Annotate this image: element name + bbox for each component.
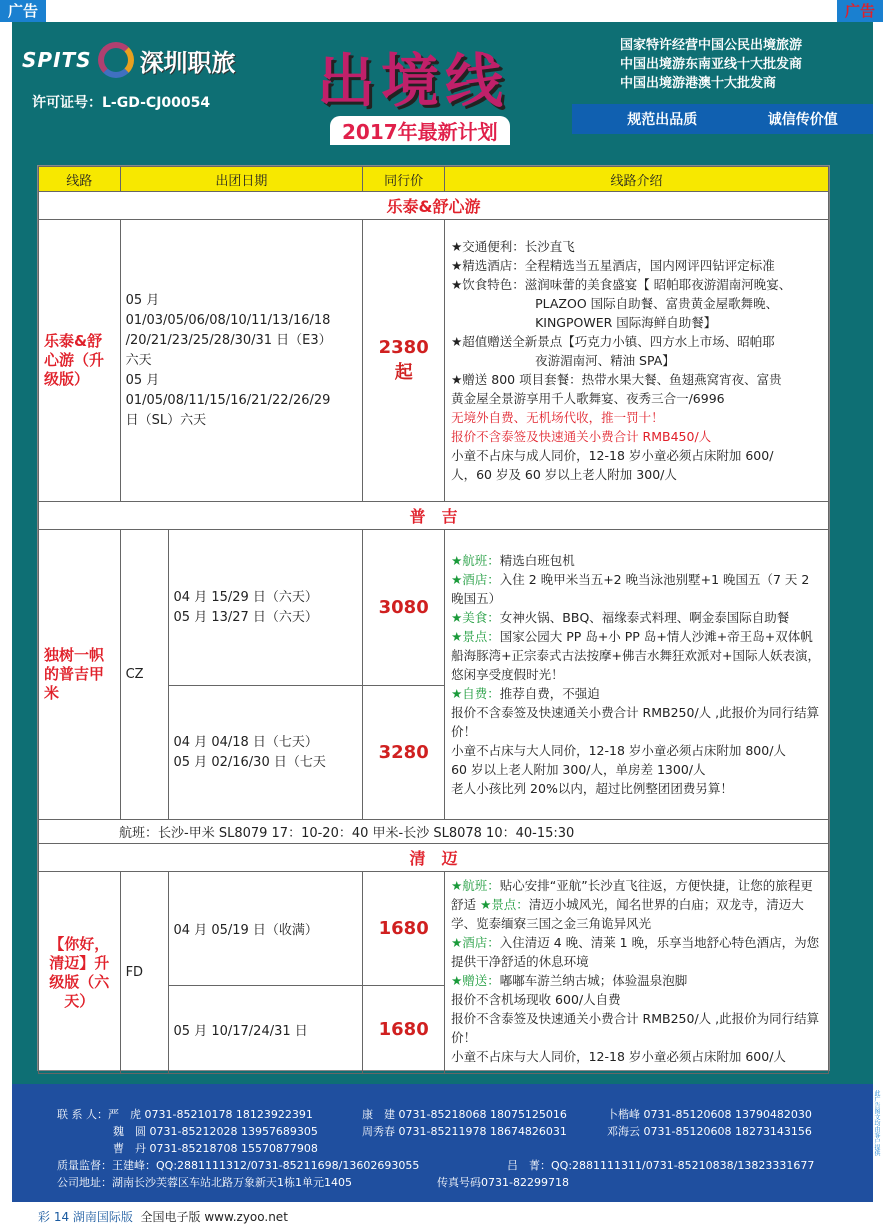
departure-dates [168, 530, 363, 686]
route-name: 独树一帜的普吉甲米 [39, 530, 121, 820]
quality-supervisor: 吕 菁：QQ:2881111311/0731-85210838/13823331677 [507, 1159, 815, 1172]
quality-supervisor: 质量监督：王建峰：QQ:2881111312/0731-85211698/13602693055 [57, 1159, 420, 1172]
departure-dates [120, 220, 363, 502]
intro-line: 老人小孩比列 20%以内，超过比例整团团费另算！ [451, 781, 733, 796]
contact-entry: 曹 丹 0731-85218708 15570877908 [113, 1142, 318, 1155]
route-name: 乐泰&舒心游（升级版） [39, 220, 121, 502]
price: 3080 [363, 530, 445, 686]
intro-line: ★交通便利：长沙直飞 [451, 239, 575, 254]
date-line: 04 月 15/29 日（六天） [173, 589, 318, 605]
table-row [39, 530, 829, 686]
route-intro [445, 530, 829, 820]
intro-line: ★赠送 800 项目套餐：热带水果大餐、鱼翅燕窝宵夜、富贵 [451, 372, 782, 387]
intro-line: 60 岁以上老人附加 300/人，单房差 1300/人 [451, 762, 706, 777]
contact-entry: 邓海云 0731-85120608 18273143156 [607, 1125, 812, 1138]
intro-line: ★美食：女神火锅、BBQ、福缘泰式料理、啊金泰国际自助餐 [451, 610, 790, 625]
airline-code: FD [120, 872, 168, 1074]
date-line: /20/21/23/25/28/30/31 日（E3） [125, 332, 332, 348]
slogan-1: 规范出品质 [627, 112, 698, 128]
ad-frame [12, 22, 873, 1202]
intro-line: 报价不含泰签及快速通关小费合计 RMB250/人 ,此报价为同行结算价！ [451, 705, 820, 739]
brand-name: SPITS [22, 48, 92, 72]
date-line: 日（SL）六天 [125, 412, 207, 428]
intro-line: 夜游湄南河、精油 SPA】 [535, 353, 675, 368]
date-line: 05 月 13/27 日（六天） [173, 609, 318, 625]
price-suffix: 起 [394, 362, 413, 383]
itinerary-table [37, 165, 830, 1071]
intro-line: ★自费：推荐自费，不强迫 [451, 686, 600, 701]
contact-entry: 周秀春 0731-85211978 18674826031 [362, 1125, 567, 1138]
intro-line: ★景点：国家公园大 PP 岛+小 PP 岛+情人沙滩+帝王岛+双体帆船海豚湾+正宗泰式古法按摩+佛吉水舞狂欢派对+国际人妖表演，悠闲享受度假时光！ [451, 629, 821, 682]
date-line: 01/05/08/11/15/16/21/22/26/29 [125, 392, 331, 408]
section-title-letai: 乐泰&舒心游 [39, 192, 829, 220]
intro-line: 报价不含泰签及快速通关小费合计 RMB250/人 ,此报价为同行结算价！ [451, 1011, 820, 1045]
site-url: 全国电子版 www.zyoo.net [140, 1210, 288, 1224]
intro-line: ★航班：精选白班包机 [451, 553, 575, 568]
departure-dates: 04 月 05/19 日（收满） [168, 872, 363, 986]
brand-circle-icon [98, 42, 134, 78]
ad-label-right: 广告 [837, 0, 883, 22]
flight-info: 航班：长沙-甲米 SL8079 17：10-20：40 甲米-长沙 SL8078 10：40-15:30 [39, 820, 829, 844]
fax-number: 传真号码0731-82299718 [437, 1176, 569, 1189]
date-line: 04 月 04/18 日（七天） [173, 734, 318, 750]
intro-line: ★酒店：入住 2 晚甲米当五+2 晚当泳池别墅+1 晚国五（7 天 2 晚国五） [451, 572, 810, 606]
table-header-row [39, 167, 829, 192]
page-number: 彩 14 湖南国际版 [38, 1210, 133, 1224]
brand-cn: 深圳职旅 [139, 48, 236, 77]
contact-footer [12, 1084, 873, 1202]
page-title: 出境线 [317, 47, 510, 115]
date-line: 05 月 [125, 372, 160, 388]
contact-entry: 魏 圆 0731-85212028 13957689305 [113, 1125, 318, 1138]
intro-line: ★精选酒店：全程精选当五星酒店，国内网评四钻评定标准 [451, 258, 775, 273]
departure-dates: 05 月 10/17/24/31 日 [168, 986, 363, 1074]
airline-code: CZ [120, 530, 168, 820]
qualification-line: 中国出境游港澳十大批发商 [620, 76, 777, 91]
header [12, 22, 873, 164]
brand-logo [22, 42, 236, 78]
route-intro [445, 872, 829, 1074]
intro-line: 黄金屋全景游享用千人歌舞宴、夜秀三合一/6996 [451, 391, 725, 406]
qualification-lines [620, 36, 802, 93]
intro-line: 报价不含机场现收 600/人自费 [451, 992, 621, 1007]
license-number: 许可证号：L-GD-CJ00054 [32, 95, 211, 111]
intro-line: 小童不占床与大人同价，12-18 岁小童必须占床附加 600/人 [451, 1049, 786, 1064]
section-title-phuket: 普 吉 [39, 502, 829, 530]
intro-para: ★酒店：入住清迈 4 晚、清莱 1 晚，乐享当地舒心特色酒店，为您提供干净舒适的休息环境 [451, 935, 820, 969]
intro-line: 小童不占床与成人同价，12-18 岁小童必须占床附加 600/ [451, 448, 774, 463]
slogan-2: 诚信传价值 [767, 112, 838, 128]
intro-line: ★超值赠送全新景点【巧克力小镇、四方水上市场、昭帕耶 [451, 334, 775, 349]
col-header-intro: 线路介绍 [445, 167, 829, 192]
intro-line: KINGPOWER 国际海鲜自助餐】 [535, 315, 717, 330]
price: 3280 [363, 686, 445, 820]
departure-dates [168, 686, 363, 820]
contact-entry: 卜楷峰 0731-85120608 13790482030 [607, 1108, 812, 1121]
intro-para: ★航班：贴心安排“亚航”长沙直飞往返，方便快捷，让您的旅程更舒适 ★景点：清迈小城风光，闻名世界的白庙；双龙寺，清迈大学、览泰缅寮三国之金三角诡异风光 [451, 878, 813, 931]
slogan-bar [572, 104, 873, 134]
contact-entry: 康 建 0731-85218068 18075125016 [362, 1108, 567, 1121]
contact-entry: 联 系 人：严 虎 0731-85210178 18123922391 [57, 1108, 313, 1121]
ad-label-left: 广告 [0, 0, 46, 22]
table-row [39, 220, 829, 502]
price: 1680 [363, 872, 445, 986]
route-name: 【你好，清迈】升级版（六天） [39, 872, 121, 1074]
route-intro [445, 220, 829, 502]
price: 1680 [363, 986, 445, 1074]
page-subtitle: 2017年最新计划 [330, 116, 510, 145]
company-address: 公司地址：湖南长沙芙蓉区车站北路万象新天1栋1单元1405 [57, 1176, 352, 1189]
date-line: 01/03/05/06/08/10/11/13/16/18 [125, 312, 331, 328]
intro-line-red: 报价不含泰签及快速通关小费合计 RMB450/人 [451, 429, 712, 444]
side-note: 此广告图文均由客户提供 [873, 1090, 880, 1156]
qualification-line: 中国出境游东南亚线十大批发商 [620, 57, 803, 72]
intro-line-red: 无境外自费、无机场代收，推一罚十！ [451, 410, 664, 425]
intro-para: ★赠送：嘟嘟车游兰纳古城；体验温泉泡脚 [451, 973, 688, 988]
price [363, 220, 445, 502]
intro-line: 小童不占床与大人同价，12-18 岁小童必须占床附加 800/人 [451, 743, 786, 758]
col-header-route: 线路 [39, 167, 121, 192]
qualification-line: 国家特许经营中国公民出境旅游 [620, 38, 803, 53]
page-footer [0, 1205, 883, 1230]
intro-line: 人，60 岁及 60 岁以上老人附加 300/人 [451, 467, 677, 482]
table-row [39, 872, 829, 986]
intro-line: ★饮食特色：滋润味蕾的美食盛宴【 昭帕耶夜游湄南河晚宴、 [451, 277, 792, 292]
col-header-price: 同行价 [363, 167, 445, 192]
date-line: 05 月 02/16/30 日（七天 [173, 754, 326, 770]
date-line: 六天 [125, 352, 152, 368]
date-line: 05 月 [125, 292, 160, 308]
col-header-dates: 出团日期 [120, 167, 363, 192]
intro-line: PLAZOO 国际自助餐、富贵黄金屋歌舞晚、 [535, 296, 779, 311]
section-title-chiangmai: 清 迈 [39, 844, 829, 872]
price-value: 2380 [378, 337, 429, 358]
